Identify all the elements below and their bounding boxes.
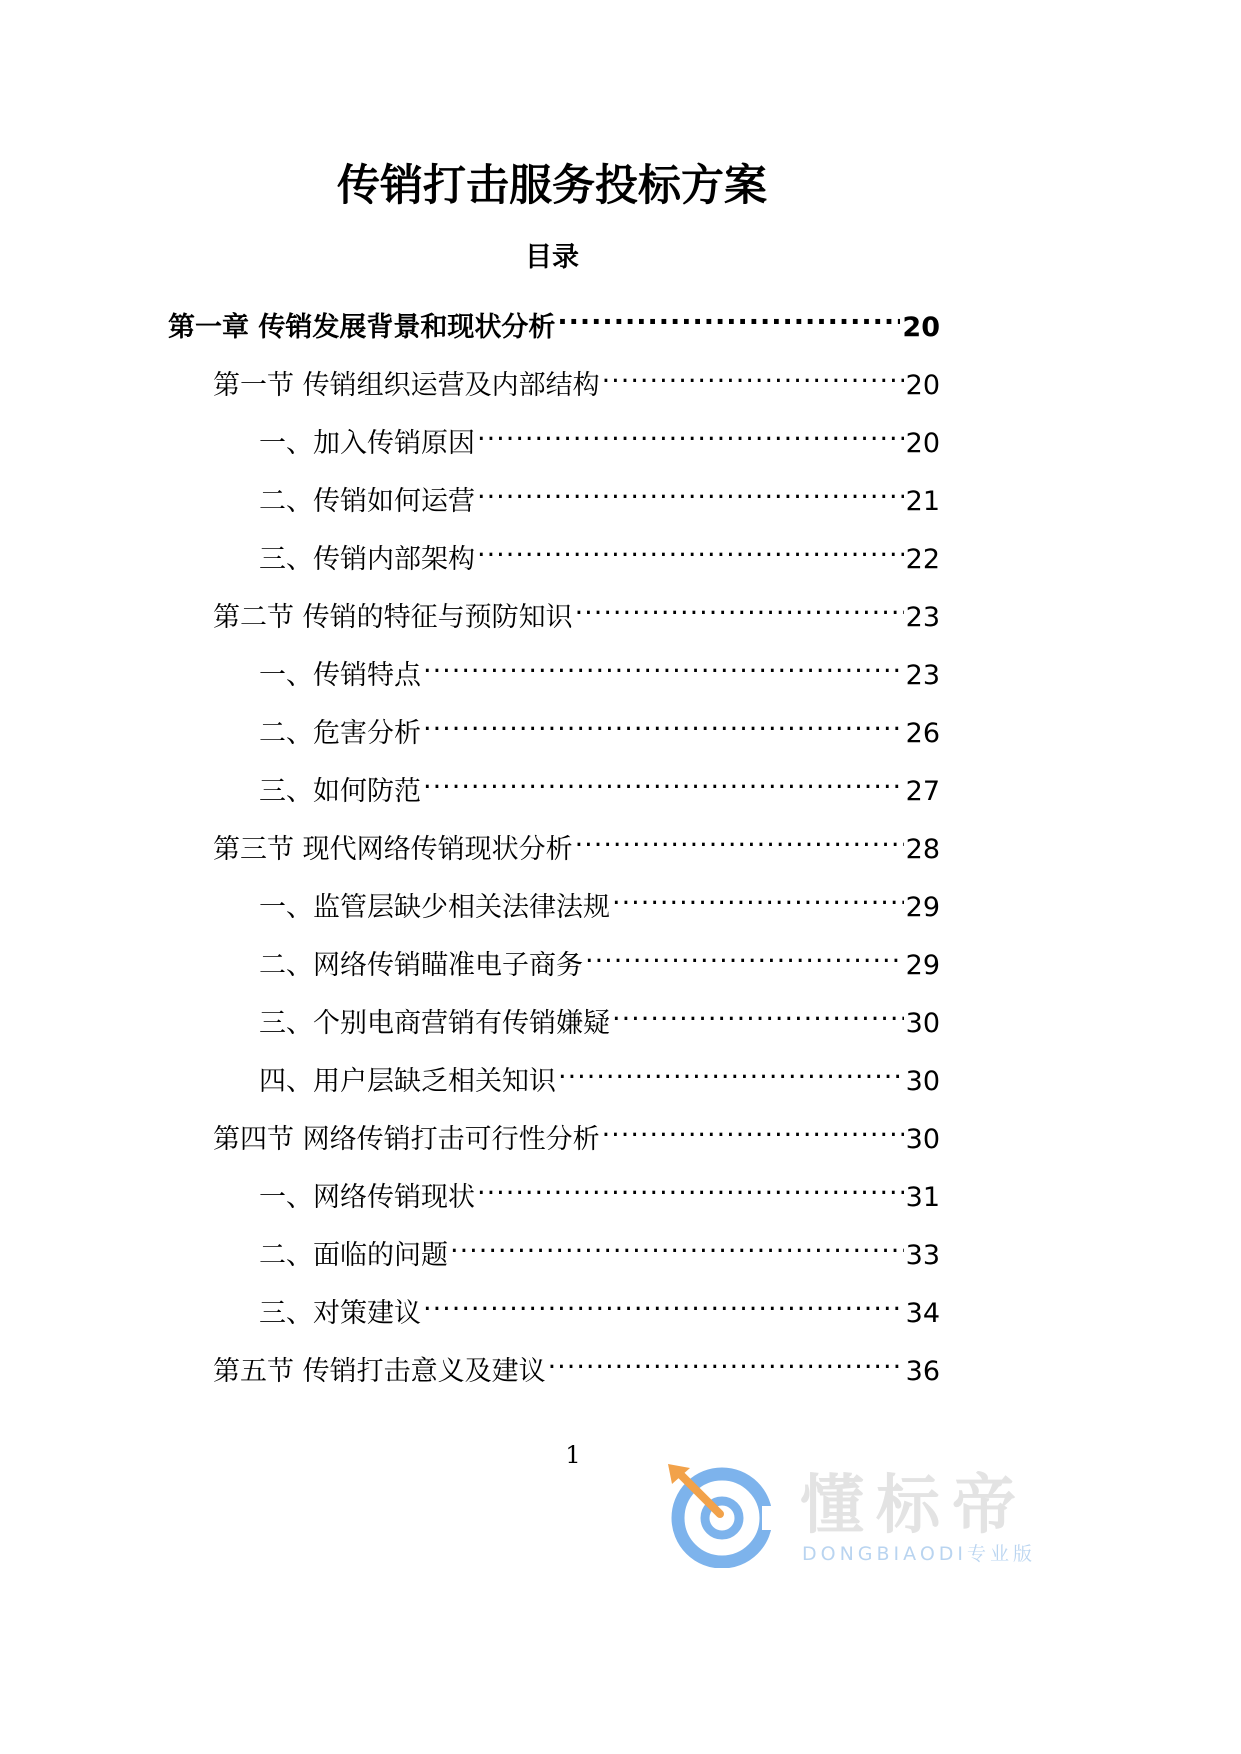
toc-subsection[interactable] xyxy=(259,470,940,517)
toc-entry-label: 四、用户层缺乏相关知识 xyxy=(259,1066,556,1097)
dot-leader xyxy=(602,1108,904,1148)
toc-section[interactable] xyxy=(213,1108,940,1155)
toc-section[interactable] xyxy=(213,1340,940,1387)
toc-subsection[interactable] xyxy=(259,992,940,1039)
toc-entry-label: 第三节 现代网络传销现状分析 xyxy=(213,834,573,865)
dot-leader xyxy=(557,296,900,336)
toc-entry-label: 一、传销特点 xyxy=(259,660,421,691)
toc-entry-page: 31 xyxy=(905,1182,940,1213)
dot-leader xyxy=(575,818,904,858)
toc-entry-page: 23 xyxy=(905,602,940,633)
toc-entry-label: 二、面临的问题 xyxy=(259,1240,448,1271)
toc-entry-page: 34 xyxy=(905,1298,940,1329)
dot-leader xyxy=(423,702,904,742)
toc-entry-label: 一、加入传销原因 xyxy=(259,428,475,459)
dot-leader xyxy=(423,644,904,684)
toc-entry-label: 第一节 传销组织运营及内部结构 xyxy=(213,370,600,401)
toc-entry-label: 二、网络传销瞄准电子商务 xyxy=(259,950,583,981)
toc-entry-page: 27 xyxy=(905,776,940,807)
dot-leader xyxy=(558,1050,904,1090)
dot-leader xyxy=(575,586,904,626)
dot-leader xyxy=(477,470,904,510)
dot-leader xyxy=(477,412,904,452)
toc-entry-label: 三、传销内部架构 xyxy=(259,544,475,575)
toc-entry-label: 二、传销如何运营 xyxy=(259,486,475,517)
toc-heading: 目录 xyxy=(525,242,579,273)
dot-leader xyxy=(450,1224,904,1264)
toc-entry-page: 20 xyxy=(902,312,940,343)
toc-entry-label: 一、监管层缺少相关法律法规 xyxy=(259,892,610,923)
toc-entry-page: 30 xyxy=(905,1066,940,1097)
toc-entry-page: 30 xyxy=(905,1008,940,1039)
dot-leader xyxy=(602,354,904,394)
watermark-brand: 懂标帝 xyxy=(800,1469,1028,1543)
toc-subsection[interactable] xyxy=(259,876,940,923)
dot-leader xyxy=(585,934,904,974)
toc-entry-page: 21 xyxy=(905,486,940,517)
toc-entry-label: 二、危害分析 xyxy=(259,718,421,749)
toc-entry-label: 三、个别电商营销有传销嫌疑 xyxy=(259,1008,610,1039)
toc-entry-label: 第四节 网络传销打击可行性分析 xyxy=(213,1124,600,1155)
dot-leader xyxy=(477,1166,904,1206)
toc-entry-page: 23 xyxy=(905,660,940,691)
toc-entry-label: 第五节 传销打击意义及建议 xyxy=(213,1356,546,1387)
toc-entry-label: 三、如何防范 xyxy=(259,776,421,807)
toc-entry-page: 20 xyxy=(905,370,940,401)
dot-leader xyxy=(423,1282,904,1322)
toc-entry-page: 29 xyxy=(905,892,940,923)
toc-subsection[interactable] xyxy=(259,760,940,807)
toc-subsection[interactable] xyxy=(259,1224,940,1271)
toc-entry-page: 33 xyxy=(905,1240,940,1271)
toc-entry-label: 第一章 传销发展背景和现状分析 xyxy=(168,312,556,343)
dot-leader xyxy=(423,760,904,800)
toc-entry-page: 30 xyxy=(905,1124,940,1155)
toc-entry-page: 29 xyxy=(905,950,940,981)
toc-subsection[interactable] xyxy=(259,644,940,691)
toc-subsection[interactable] xyxy=(259,412,940,459)
toc-subsection[interactable] xyxy=(259,528,940,575)
toc-entry-label: 第二节 传销的特征与预防知识 xyxy=(213,602,573,633)
toc-entry-page: 22 xyxy=(905,544,940,575)
dot-leader xyxy=(477,528,904,568)
toc-subsection[interactable] xyxy=(259,1166,940,1213)
document-title: 传销打击服务投标方案 xyxy=(337,161,767,211)
target-arrow-icon xyxy=(664,1462,776,1568)
toc-entry-page: 28 xyxy=(905,834,940,865)
dot-leader xyxy=(548,1340,904,1380)
toc-chapter[interactable] xyxy=(168,296,940,343)
toc-section[interactable] xyxy=(213,354,940,401)
watermark xyxy=(664,1462,1104,1568)
toc-section[interactable] xyxy=(213,818,940,865)
toc-subsection[interactable] xyxy=(259,1282,940,1329)
dot-leader xyxy=(612,876,904,916)
toc-section[interactable] xyxy=(213,586,940,633)
page-number: 1 xyxy=(565,1441,581,1469)
watermark-subtitle: DONGBIAODI专业版 xyxy=(802,1543,1037,1565)
toc-subsection[interactable] xyxy=(259,1050,940,1097)
dot-leader xyxy=(612,992,904,1032)
toc-entry-label: 三、对策建议 xyxy=(259,1298,421,1329)
toc-subsection[interactable] xyxy=(259,934,940,981)
toc-entry-page: 26 xyxy=(905,718,940,749)
toc-subsection[interactable] xyxy=(259,702,940,749)
toc-entry-page: 36 xyxy=(905,1356,940,1387)
toc-entry-page: 20 xyxy=(905,428,940,459)
toc-entry-label: 一、网络传销现状 xyxy=(259,1182,475,1213)
